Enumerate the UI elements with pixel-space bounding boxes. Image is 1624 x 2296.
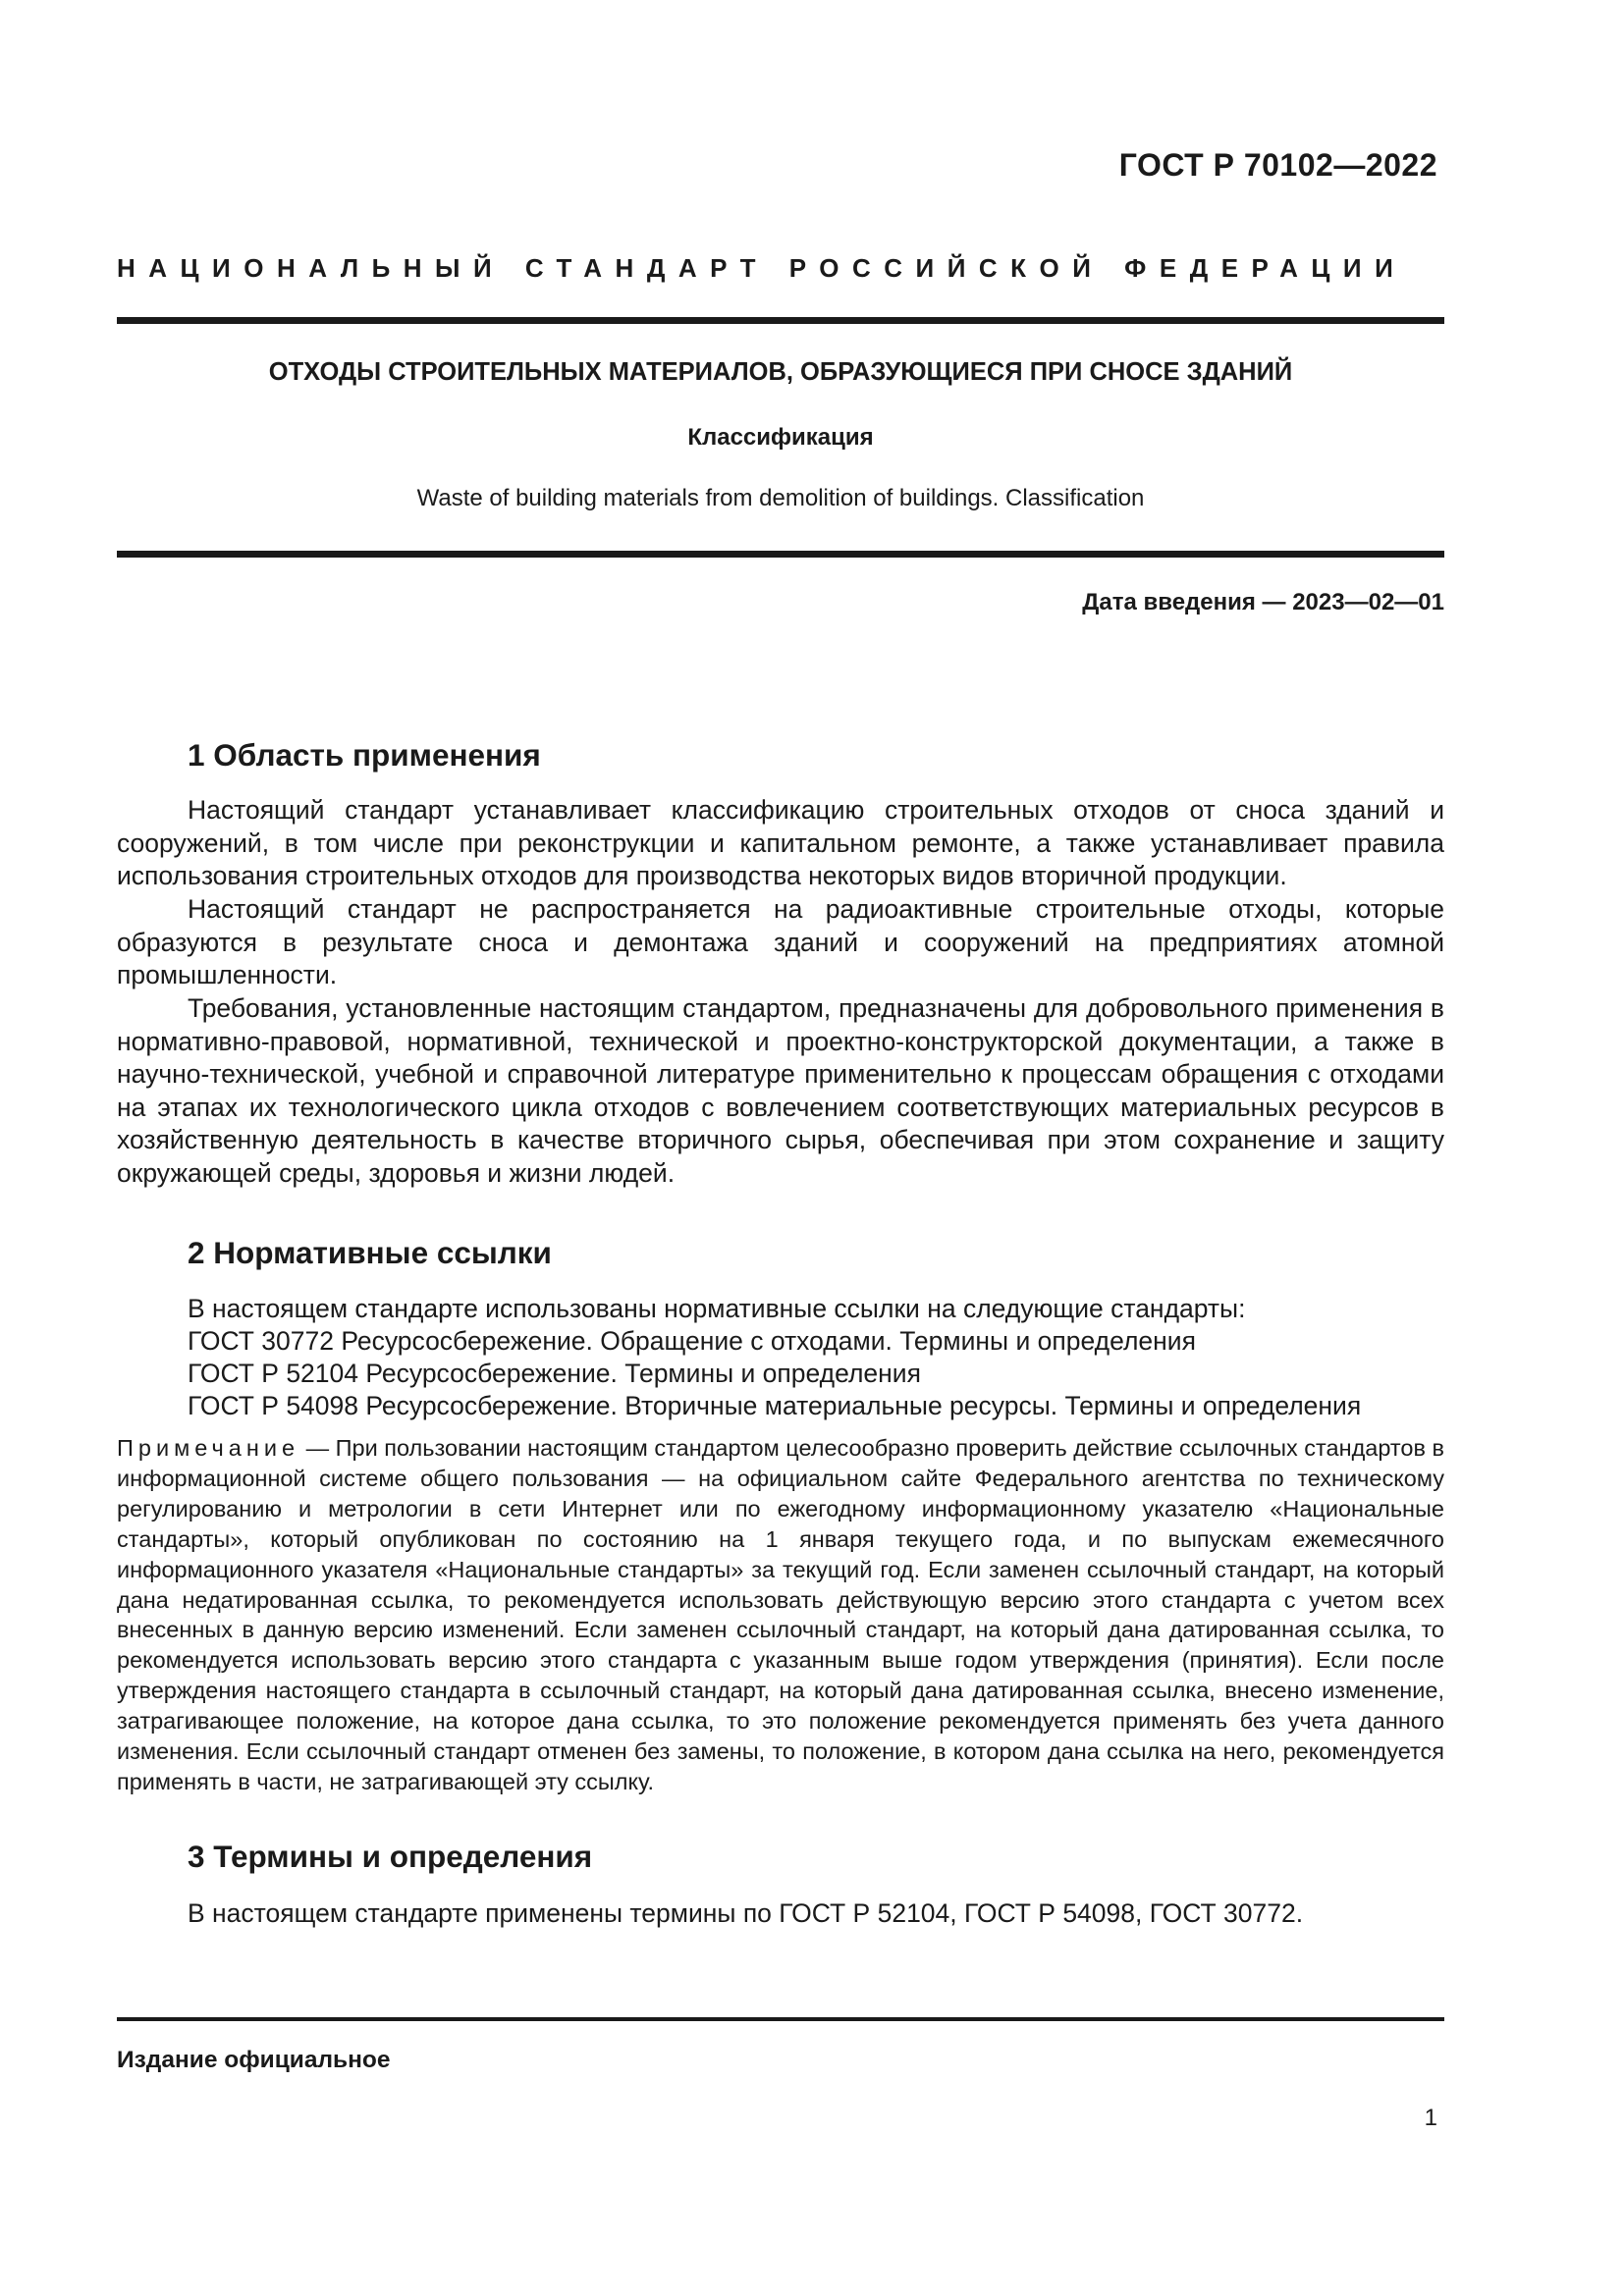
- english-title: Waste of building materials from demolition of buildings. Classification: [416, 485, 1145, 511]
- title-rule: [117, 551, 1444, 558]
- document-subtitle: Классификация: [687, 424, 874, 451]
- section-1-paragraph: Настоящий стандарт устанавливает классификацию строительных отходов от сноса зданий и сооружений, в том числе при реконструкции и капитальном ремонте, а также устанавливает правила использования строительных отходов для производства некоторых видов вторичной продукции.: [117, 795, 1444, 890]
- reference-item: ГОСТ Р 54098 Ресурсосбережение. Вторичные материальные ресурсы. Термины и определения: [188, 1391, 1362, 1420]
- gost-code: ГОСТ Р 70102—2022: [1118, 147, 1437, 183]
- header-rule: [117, 317, 1444, 324]
- section-3-heading: 3 Термины и определения: [188, 1839, 593, 1874]
- note-label: Примечание: [117, 1435, 300, 1461]
- document-title: ОТХОДЫ СТРОИТЕЛЬНЫХ МАТЕРИАЛОВ, ОБРАЗУЮЩИЕСЯ ПРИ СНОСЕ ЗДАНИЙ: [268, 358, 1293, 386]
- introduction-date: Дата введения — 2023—02—01: [1082, 589, 1444, 615]
- reference-item: ГОСТ Р 52104 Ресурсосбережение. Термины и определения: [188, 1359, 921, 1388]
- section-1-paragraph: Требования, установленные настоящим стандартом, предназначены для добровольного применения в нормативно-правовой, нормативной, технической и проектно-конструкторской документации, а также в научно-технической, учебной и справочной литературе применительно к процессам обращения с отходами на этапах их технологического цикла отходов с вовлечением соответствующих материальных ресурсов в хозяйственную деятельность в качестве вторичного сырья, обеспечивая при этом сохранение и защиту окружающей среды, здоровья и жизни людей.: [117, 993, 1444, 1188]
- references-intro: В настоящем стандарте использованы нормативные ссылки на следующие стандарты:: [188, 1294, 1246, 1323]
- footer-rule: [117, 2017, 1444, 2021]
- section-2-heading: 2 Нормативные ссылки: [188, 1235, 552, 1270]
- national-standard-banner: НАЦИОНАЛЬНЫЙ СТАНДАРТ РОССИЙСКОЙ ФЕДЕРАЦИИ: [117, 253, 1407, 283]
- section-1-paragraph: Настоящий стандарт не распространяется на радиоактивные строительные отходы, которые образуются в результате сноса и демонтажа зданий и сооружений на предприятиях атомной промышленности.: [117, 894, 1444, 989]
- section-1-heading: 1 Область применения: [188, 737, 541, 773]
- references-note: Примечание — При пользовании настоящим стандартом целесообразно проверить действие ссылочных стандартов в информационной системе общего пользования — на официальном сайте Федерального агентства по техническому регулированию и метрологии в сети Интернет или по ежегодному информационному указателю «Национальные стандарты», который опубликован по состоянию на 1 января текущего года, и по выпускам ежемесячного информационного указателя «Национальные стандарты» за текущий год. Если заменен ссылочный стандарт, на который дана недатированная ссылка, то рекомендуется использовать действующую версию этого стандарта с учетом всех внесенных в данную версию изменений. Если заменен ссылочный стандарт, на который дана датированная ссылка, то рекомендуется использовать версию этого стандарта с указанным выше годом утверждения (принятия). Если после утверждения настоящего стандарта в ссылочный стандарт, на который дана датированная ссылка, внесено изменение, затрагивающее положение, на которое дана ссылка, то это положение рекомендуется применять без учета данного изменения. Если ссылочный стандарт отменен без замены, то положение, в котором дана ссылка на него, рекомендуется применять в части, не затрагивающей эту ссылку.: [117, 1435, 1444, 1794]
- section-3-text: В настоящем стандарте применены термины по ГОСТ Р 52104, ГОСТ Р 54098, ГОСТ 30772.: [188, 1898, 1304, 1928]
- page-number: 1: [1424, 2105, 1437, 2131]
- edition-label: Издание официальное: [117, 2047, 391, 2073]
- reference-item: ГОСТ 30772 Ресурсосбережение. Обращение с отходами. Термины и определения: [188, 1326, 1196, 1356]
